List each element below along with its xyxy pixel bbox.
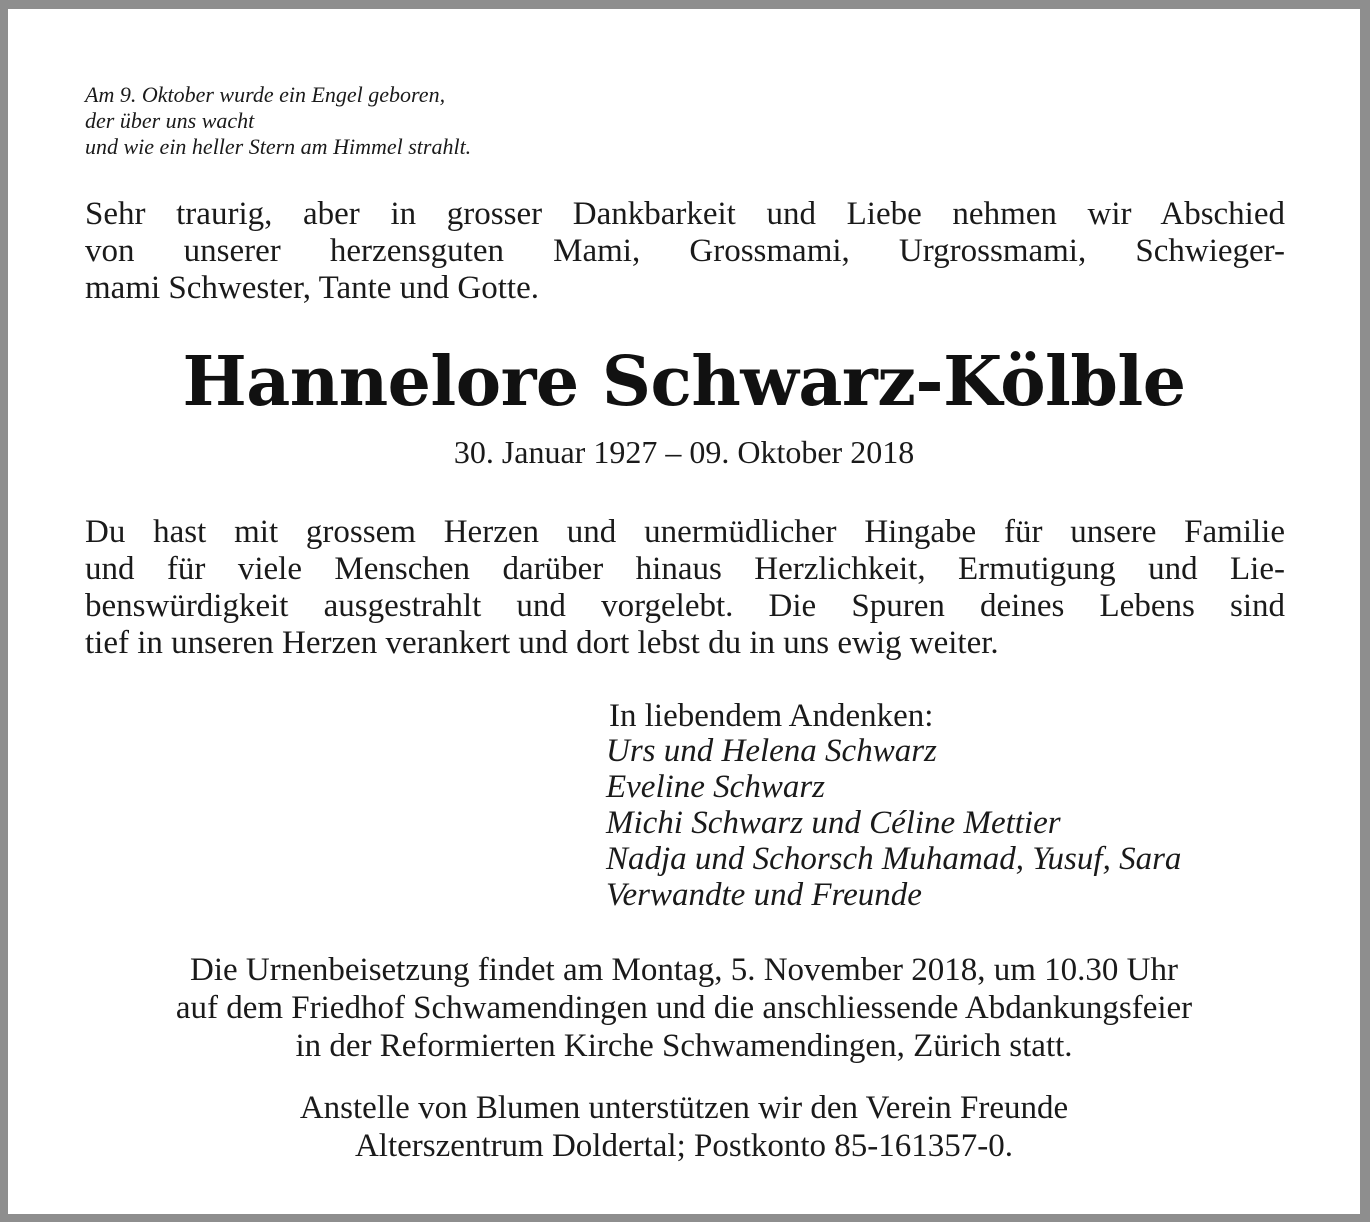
mourner-entry: Eveline Schwarz [606, 769, 826, 805]
mourner-entry: Urs und Helena Schwarz [606, 733, 937, 769]
ceremony-info [8, 951, 1360, 1065]
memory-heading: In liebendem Andenken: [609, 698, 934, 734]
intro-line: mami Schwester, Tante und Gotte. [85, 270, 539, 306]
ceremony-line: auf dem Friedhof Schwamendingen und die anschliessende Abdankungsfeier [175, 990, 1193, 1026]
ceremony-line: Die Urnenbeisetzung findet am Montag, 5. November 2018, um 10.30 Uhr [190, 952, 1178, 988]
obituary-notice [8, 9, 1360, 1214]
mourner-entry: Nadja und Schorsch Muhamad, Yusuf, Sara [606, 841, 1182, 877]
intro-line: Sehr traurig, aber in grosser Dankbarkeit und Liebe nehmen wir Abschied [85, 196, 1285, 232]
mourner-entry: Michi Schwarz und Céline Mettier [606, 805, 1061, 841]
donation-line: Alterszentrum Doldertal; Postkonto 85-161357-0. [354, 1128, 1014, 1164]
intro-line: von unserer herzensguten Mami, Grossmami, Urgrossmami, Schwieger- [85, 233, 1285, 269]
tribute-line: benswürdigkeit ausgestrahlt und vorgelebt. Die Spuren deines Lebens sind [85, 588, 1285, 624]
intro-paragraph [85, 196, 1285, 307]
poem-line: Am 9. Oktober wurde ein Engel geboren, [85, 82, 446, 107]
donation-info [8, 1089, 1360, 1165]
tribute-line: tief in unseren Herzen verankert und dort lebst du in uns ewig weiter. [85, 625, 999, 661]
tribute-paragraph [85, 514, 1285, 662]
mourners-list [606, 733, 1181, 913]
poem-line: der über uns wacht [85, 108, 255, 133]
tribute-line: und für viele Menschen darüber hinaus Herzlichkeit, Ermutigung und Lie- [85, 551, 1285, 587]
donation-line: Anstelle von Blumen unterstützen wir den Verein Freunde [299, 1090, 1069, 1126]
life-dates: 30. Januar 1927 – 09. Oktober 2018 [453, 434, 915, 470]
opening-poem [85, 82, 471, 160]
deceased-name: Hannelore Schwarz-Kölble [182, 342, 1186, 422]
poem-line: und wie ein heller Stern am Himmel strahlt. [85, 134, 472, 159]
mourner-entry: Verwandte und Freunde [606, 877, 922, 913]
ceremony-line: in der Reformierten Kirche Schwamendingen, Zürich statt. [295, 1028, 1073, 1064]
tribute-line: Du hast mit grossem Herzen und unermüdlicher Hingabe für unsere Familie [85, 514, 1285, 550]
